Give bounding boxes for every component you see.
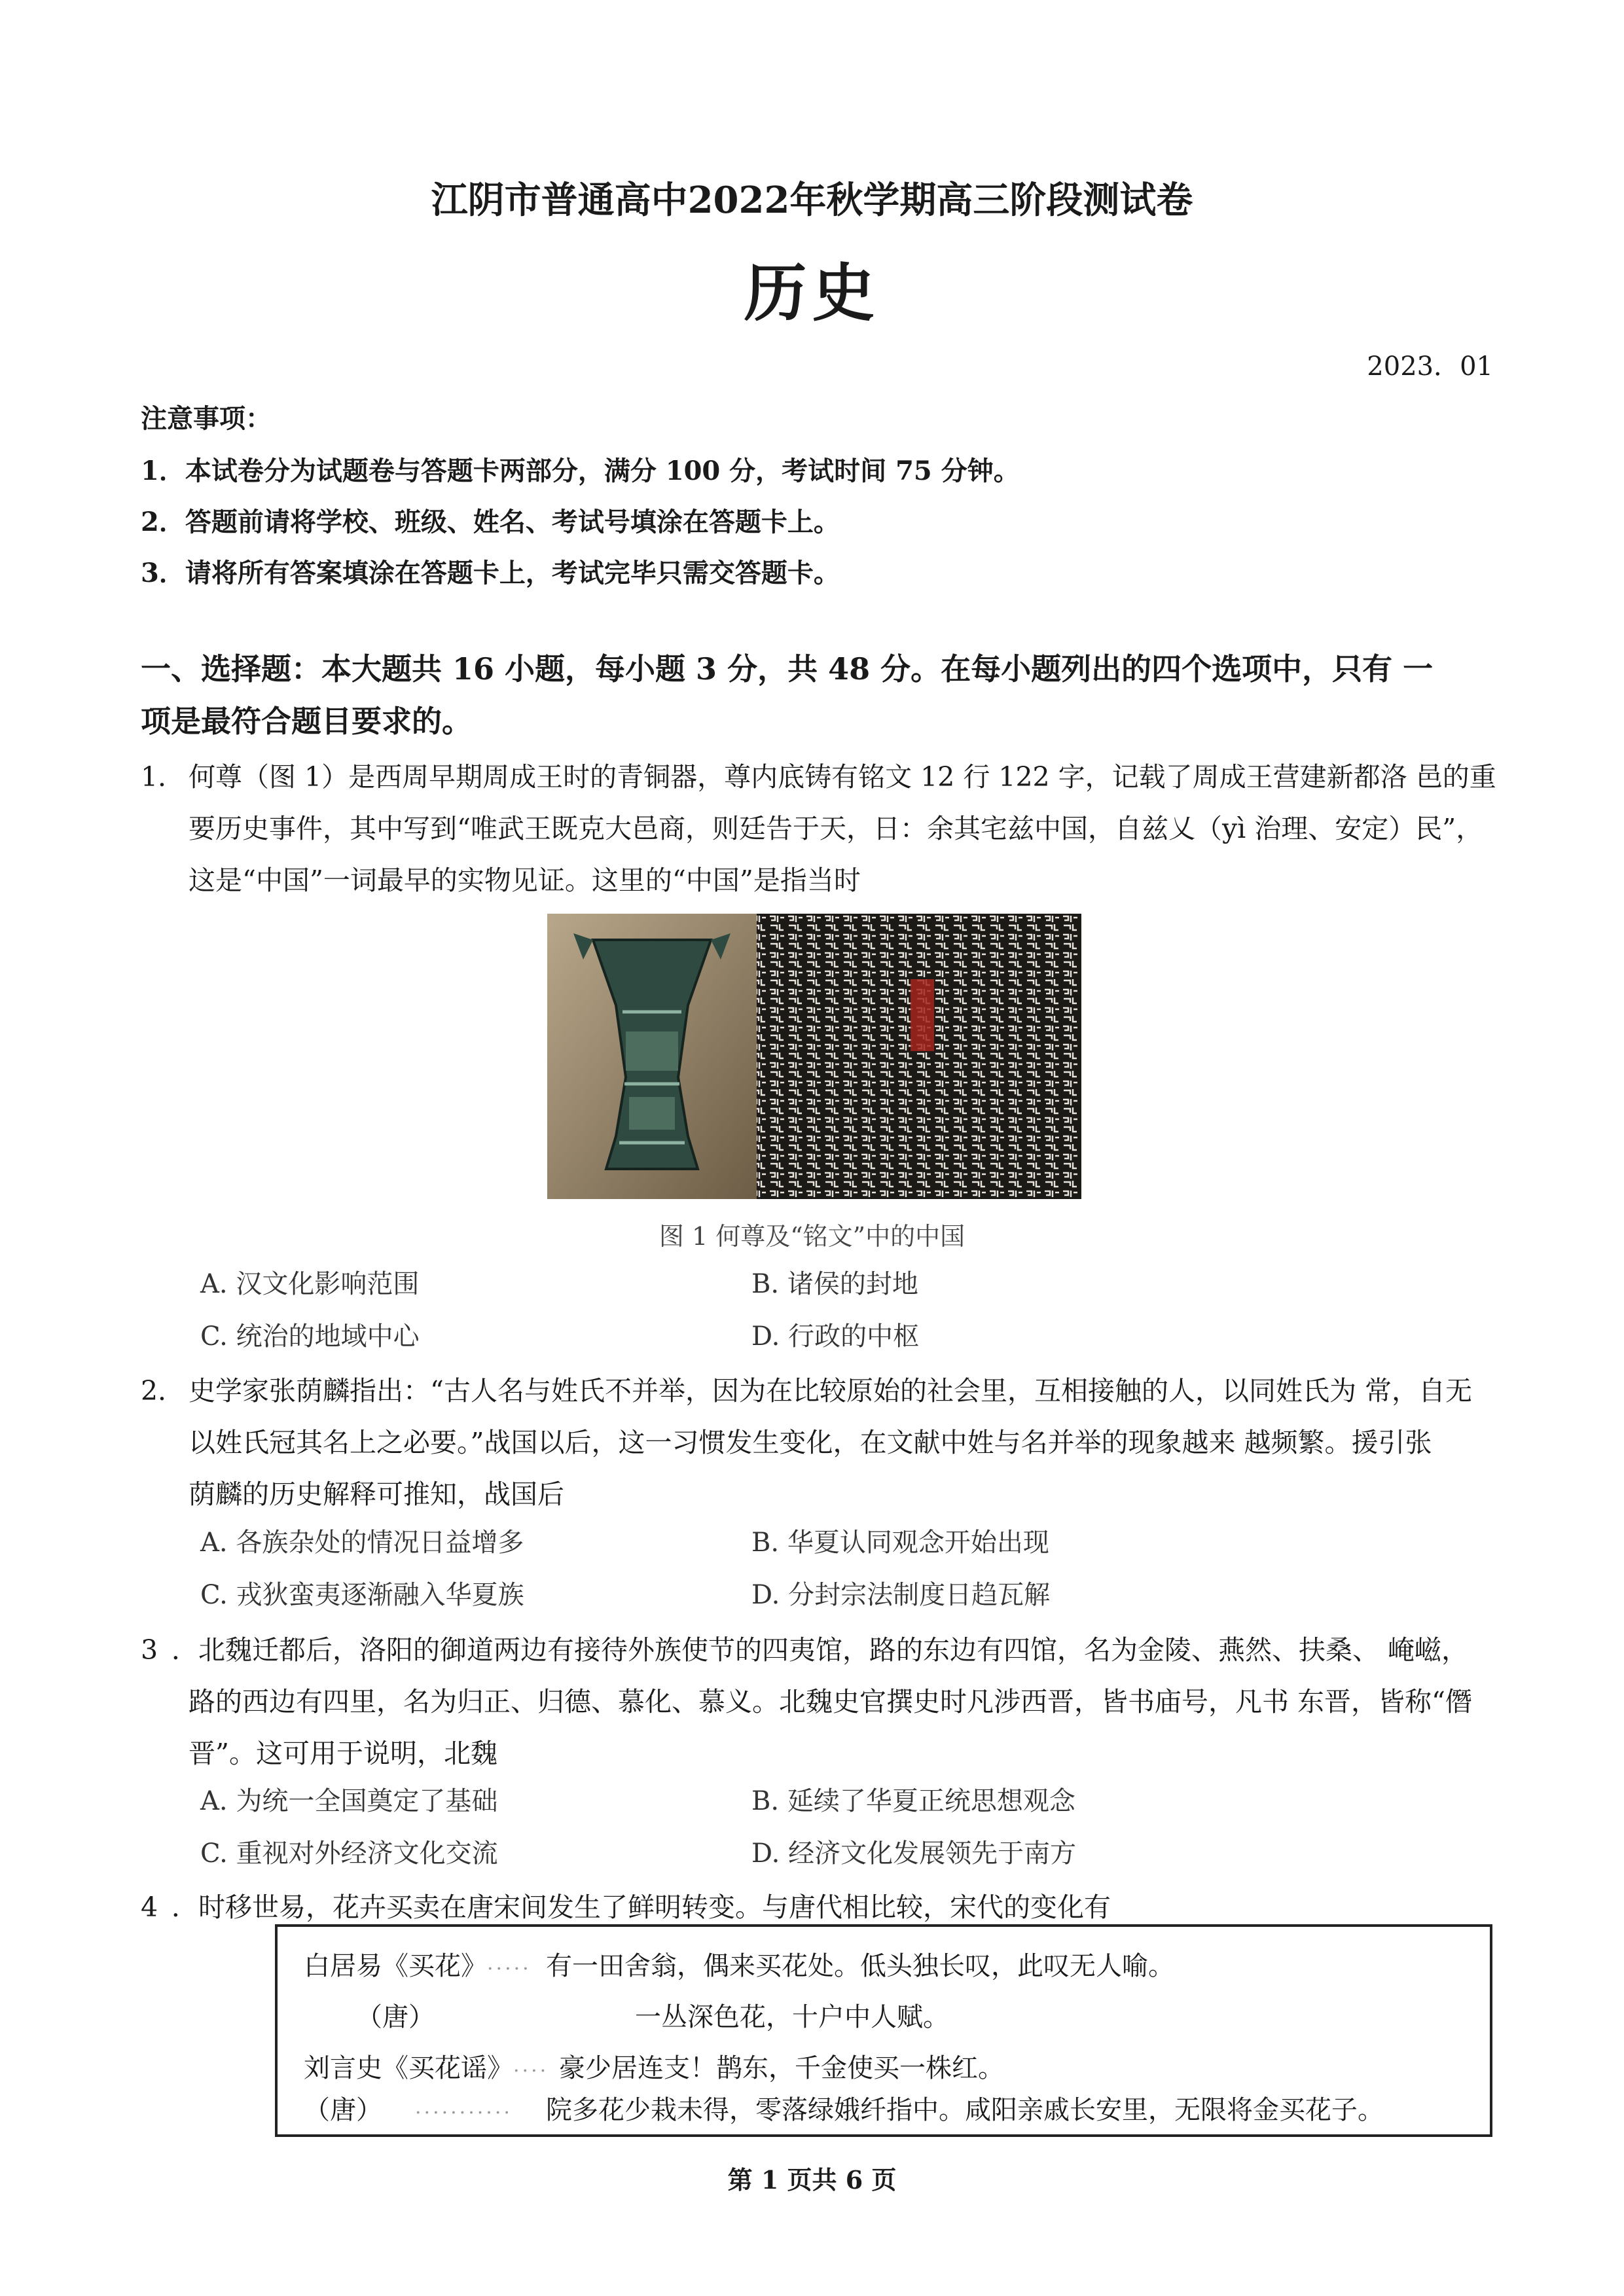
question-text-line: 路的西边有四里，名为归正、归德、慕化、慕义。北魏史官撰史时凡涉西晋，皆书庙号，凡书 东晋，皆称“僭	[189, 1686, 1472, 1717]
section-heading	[141, 643, 1489, 747]
question-text-line: 以姓氏冠其名上之必要。”战国以后，这一习惯发生变化，在文献中姓与名并举的现象越来 越频繁。援引张	[189, 1427, 1432, 1458]
question-number: 3	[141, 1634, 158, 1666]
question-text-line: 要历史事件，其中写到“唯武王既克大邑商，则廷告于天，日：余其宅兹中国，自兹乂（yì 治理、安定）民”，	[189, 813, 1483, 844]
question-text-line: 何尊（图 1）是西周早期周成王时的青铜器，尊内底铸有铭文 12 行 122 字，记载了周成王营建新都洛 邑的重	[189, 761, 1496, 793]
question-number: 1．	[141, 761, 185, 793]
figure-caption: 图 1 何尊及“铭文”中的中国	[659, 1222, 965, 1251]
question-text-line: ．北魏迁都后，洛阳的御道两边有接待外族使节的四夷馆，路的东边有四馆，名为金陵、燕然、扶桑、 崦嵫，	[171, 1634, 1469, 1666]
option-d: D. 行政的中枢	[751, 1321, 920, 1352]
poem-box	[275, 1924, 1492, 2137]
poem-line: 一丛深色花，十户中人赋。	[635, 2002, 949, 2032]
note-item: 1．本试卷分为试题卷与答题卡两部分，满分 100 分，考试时间 75 分钟。	[141, 456, 1020, 486]
note-item: 3．请将所有答案填涂在答题卡上，考试完毕只需交答题卡。	[141, 558, 840, 588]
poem-author: 刘言史《买花谣》	[304, 2053, 513, 2083]
subject-title: 历史	[744, 256, 880, 330]
option-a: A. 各族杂处的情况日益增多	[200, 1528, 524, 1558]
section-heading-line: 项是最符合题目要求的。	[141, 704, 472, 739]
poem-era: （唐）	[356, 2002, 435, 2032]
exam-date: 2023．01	[1367, 351, 1493, 382]
leader-dots: .....	[487, 1952, 532, 1975]
question-text-line: 这是“中国”一词最早的实物见证。这里的“中国”是指当时	[189, 865, 861, 896]
question-text-line: ．时移世易，花卉买卖在唐宋间发生了鲜明转变。与唐代相比较，宋代的变化有	[171, 1892, 1111, 1923]
option-a: A. 汉文化影响范围	[200, 1269, 420, 1299]
poem-line: 有一田舍翁，偶来买花处。低头独长叹，此叹无人喻。	[546, 1951, 1174, 1981]
option-c: C. 统治的地域中心	[200, 1321, 420, 1352]
poem-line: 院多花少栽未得，零落绿娥纤指中。咸阳亲戚长安里，无限将金买花子。	[546, 2095, 1384, 2125]
question-number: 4	[141, 1892, 158, 1923]
option-c: C. 戎狄蛮夷逐渐融入华夏族	[200, 1580, 524, 1610]
note-item: 2．答题前请将学校、班级、姓名、考试号填涂在答题卡上。	[141, 507, 840, 537]
section-heading-line: 一、选择题：本大题共 16 小题，每小题 3 分，共 48 分。在每小题列出的四个选项中，只有 一	[141, 651, 1434, 687]
option-c: C. 重视对外经济文化交流	[200, 1839, 498, 1869]
question-text-line: 史学家张荫麟指出：“古人名与姓氏不并举，因为在比较原始的社会里，互相接触的人，以同姓氏为 常，自无	[189, 1375, 1472, 1407]
option-d: D. 分封宗法制度日趋瓦解	[751, 1580, 1051, 1610]
he-zun-illustration	[547, 914, 1081, 1199]
option-b: B. 延续了华夏正统思想观念	[751, 1786, 1075, 1816]
question-text-line: 晋”。这可用于说明，北魏	[189, 1738, 497, 1769]
zhongguo-highlight	[911, 979, 934, 1051]
poem-line: 豪少居连支！鹊东，千金使买一株红。	[559, 2053, 1004, 2083]
option-b: B. 华夏认同观念开始出现	[751, 1528, 1049, 1558]
option-a: A. 为统一全国奠定了基础	[200, 1786, 498, 1816]
leader-dots: ....	[513, 2054, 549, 2077]
notes-heading: 注意事项：	[141, 403, 272, 434]
question-text-line: 荫麟的历史解释可推知，战国后	[189, 1479, 564, 1510]
option-d: D. 经济文化发展领先于南方	[751, 1839, 1077, 1869]
he-zun-figure	[547, 914, 1081, 1199]
page-footer: 第 1 页共 6 页	[727, 2165, 897, 2195]
option-b: B. 诸侯的封地	[751, 1269, 918, 1299]
poem-author: 白居易《买花》	[304, 1951, 487, 1981]
poem-era: （唐）	[304, 2095, 382, 2125]
leader-dots: ...........	[415, 2096, 513, 2119]
inscription-rubbing	[757, 914, 1081, 1199]
question-number: 2．	[141, 1375, 185, 1407]
exam-title: 江阴市普通高中2022年秋学期高三阶段测试卷	[431, 179, 1193, 222]
